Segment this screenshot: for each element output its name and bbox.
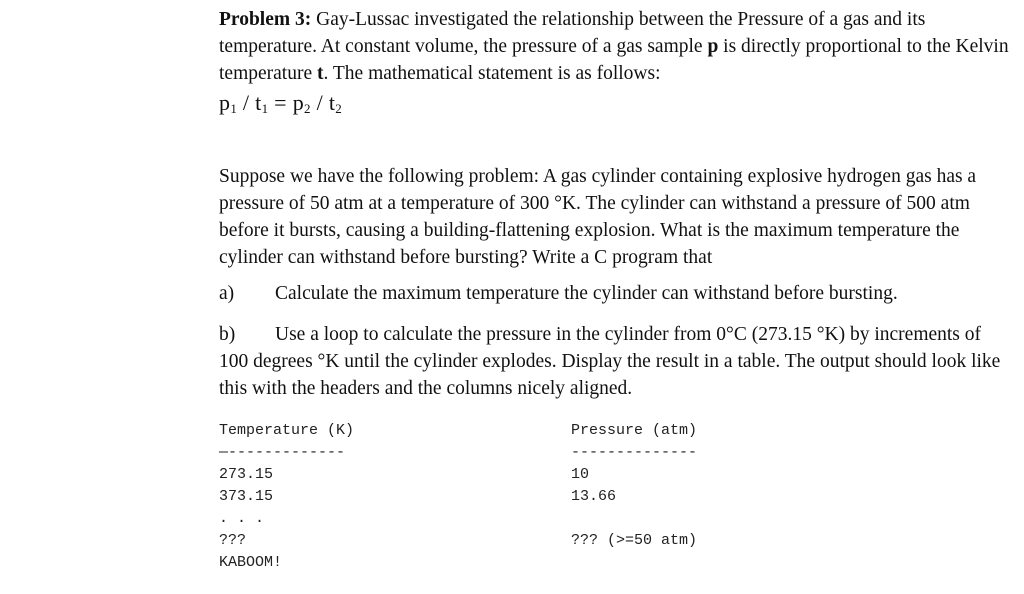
table-row	[219, 510, 779, 532]
sample-output-table	[219, 422, 779, 576]
problem-intro	[219, 6, 1009, 87]
problem-scenario: Suppose we have the following problem: A gas cylinder containing explosive hydrogen gas has a pressure of 50 atm at a temperature of 300 °K. The cylinder can withstand a pressure of 500 atm before it bursts, causing a building-flattening explosion. What is the maximum temperature the cylinder can withstand before bursting? Write a C program that	[219, 166, 977, 268]
gay-lussac-formula: $p_1 / t_1 = p_2 / t_2$	[219, 90, 343, 116]
problem-document	[219, 6, 1009, 402]
temperature-cell: ???	[219, 532, 247, 549]
table-footer-row	[219, 554, 779, 576]
pressure-cell: ??? (>=50 atm)	[571, 532, 698, 549]
kaboom-text: KABOOM!	[219, 554, 283, 571]
part-a	[219, 280, 1009, 307]
ellipsis-cell: . . .	[219, 510, 265, 527]
problem-heading: Problem 3:	[219, 9, 312, 30]
pressure-cell: 10	[571, 466, 590, 483]
part-a-text: Calculate the maximum temperature the cylinder can withstand before bursting.	[275, 283, 898, 304]
pressure-cell: 13.66	[571, 488, 617, 505]
table-header-row	[219, 422, 779, 444]
variable-p: p	[707, 36, 719, 57]
part-b	[219, 321, 1009, 402]
intro-text-1: Gay-Lussac investigated the relationship between the Pressure of a gas and its temperature. At constant volume, the pressure of a gas sample	[219, 9, 926, 57]
header-temperature: Temperature (K)	[219, 422, 355, 439]
variable-t: t	[317, 63, 324, 84]
table-rule-row	[219, 444, 779, 466]
header-pressure: Pressure (atm)	[571, 422, 698, 439]
intro-text-2: is directly proportional to the Kelvin temperature	[219, 36, 1009, 84]
part-b-marker: b)	[219, 324, 236, 345]
header-rule-temperature: —-------------	[219, 444, 346, 461]
table-row	[219, 488, 779, 510]
part-b-text: Use a loop to calculate the pressure in the cylinder from 0°C (273.15 °K) by increments of 100 degrees °K until the cylinder explodes. Display the result in a table. The output should look like this with the headers and the columns nicely aligned.	[219, 324, 1001, 399]
part-a-marker: a)	[219, 283, 235, 304]
temperature-cell: 273.15	[219, 466, 274, 483]
table-row	[219, 532, 779, 554]
table-row	[219, 466, 779, 488]
header-rule-pressure: --------------	[571, 444, 698, 461]
temperature-cell: 373.15	[219, 488, 274, 505]
intro-text-3: . The mathematical statement is as follows:	[323, 63, 661, 84]
